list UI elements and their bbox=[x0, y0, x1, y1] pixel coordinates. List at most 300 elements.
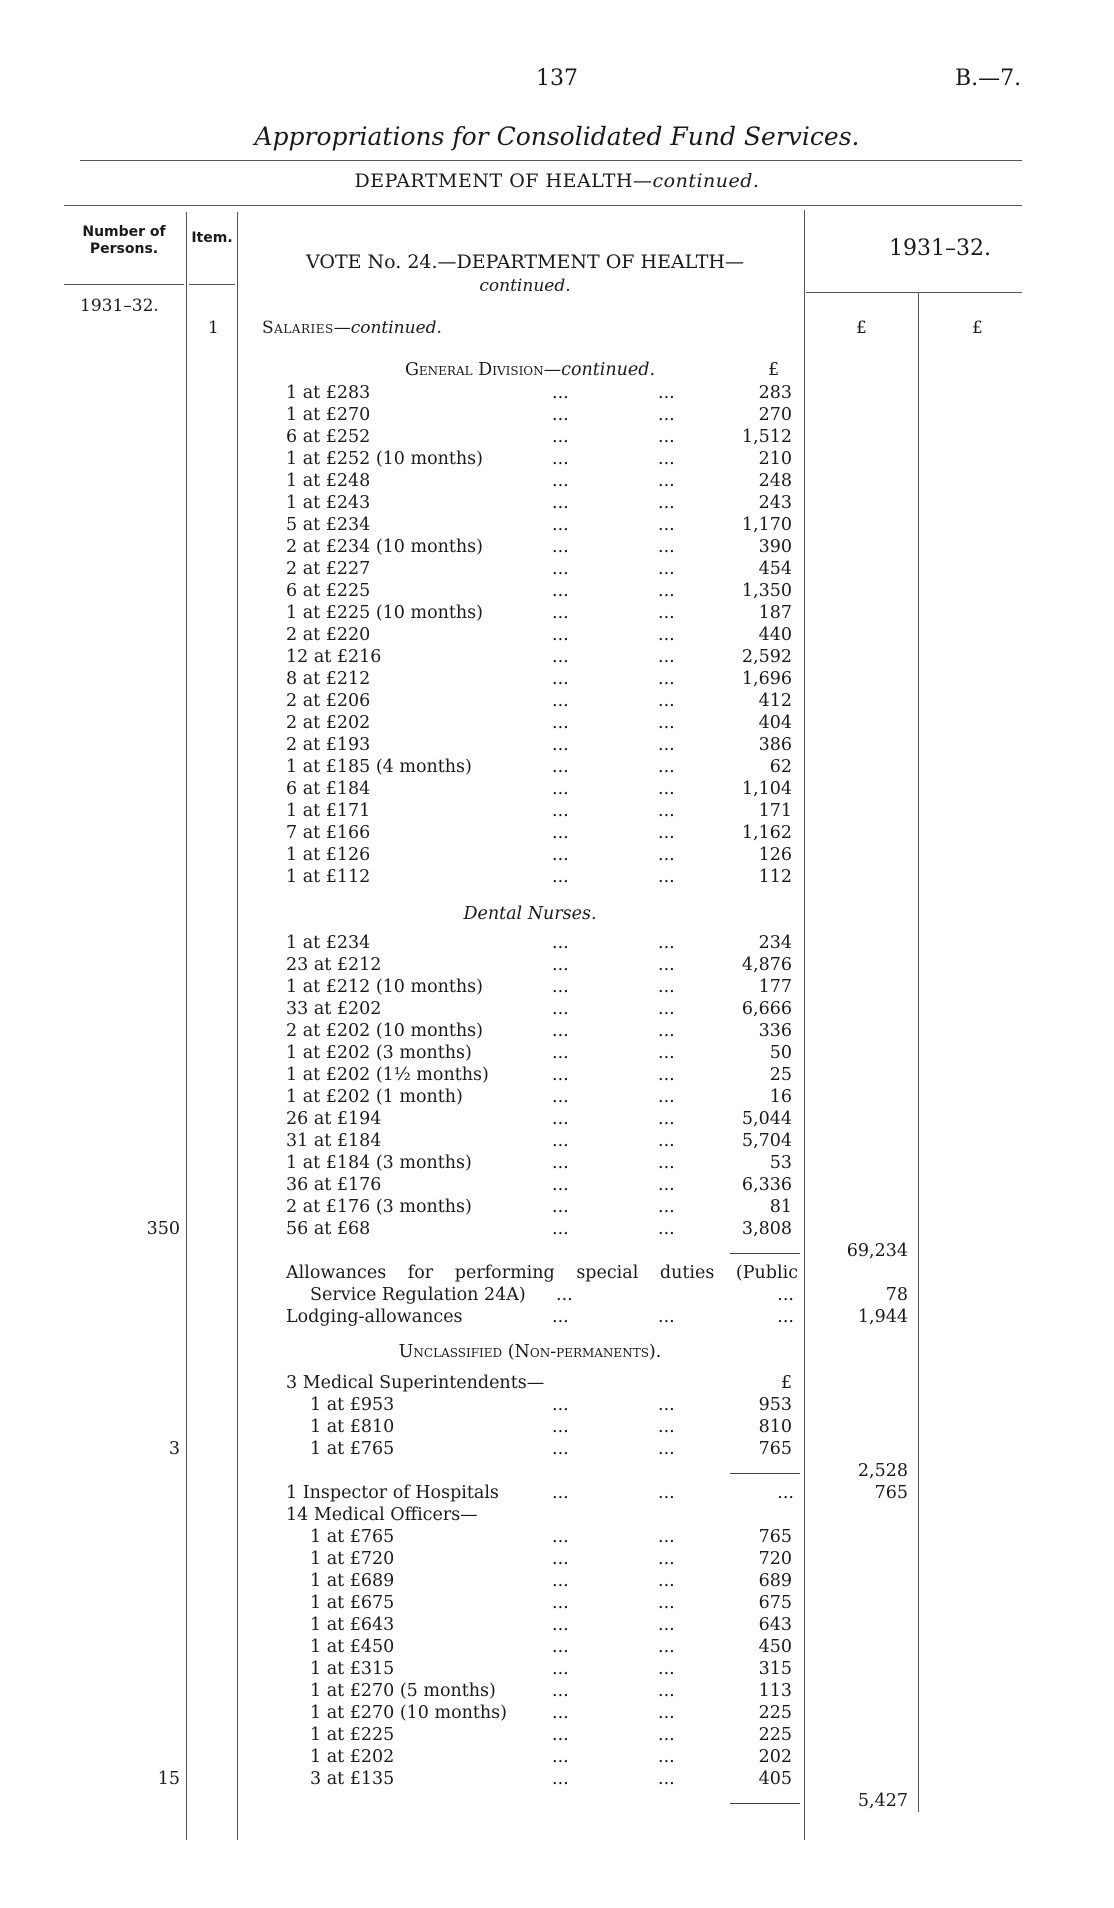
dental-nurse-row bbox=[0, 1130, 1114, 1152]
dots: ... bbox=[658, 779, 675, 799]
dots: ... bbox=[552, 1109, 569, 1129]
dots: ... bbox=[658, 1153, 675, 1173]
superintendents-persons: 3 bbox=[168, 1439, 180, 1459]
dots: ... bbox=[552, 1571, 569, 1591]
general-division-continued: —continued. bbox=[543, 360, 656, 380]
general-division-row bbox=[0, 426, 1114, 448]
entry-description: 33 at £202 bbox=[286, 999, 382, 1019]
rule-item-head bbox=[189, 284, 235, 285]
entry-description: 2 at £202 (10 months) bbox=[286, 1021, 483, 1041]
entry-amount: 243 bbox=[758, 493, 792, 513]
entry-description: 1 at £643 bbox=[310, 1615, 395, 1635]
vote-continued: continued. bbox=[479, 276, 571, 296]
dental-nurse-row bbox=[0, 1020, 1114, 1042]
entry-amount: 1,350 bbox=[741, 581, 792, 601]
dots: ... bbox=[552, 1043, 569, 1063]
general-division-row bbox=[0, 690, 1114, 712]
entry-description: 1 at £810 bbox=[310, 1417, 395, 1437]
entry-description: 2 at £202 bbox=[286, 713, 371, 733]
dots: ... bbox=[658, 625, 675, 645]
dots: ... bbox=[658, 1571, 675, 1591]
dental-nurse-row bbox=[0, 1064, 1114, 1086]
dots: ... bbox=[658, 647, 675, 667]
vote-heading bbox=[245, 250, 805, 298]
dots: ... bbox=[658, 1681, 675, 1701]
dots: ... bbox=[658, 801, 675, 821]
allowances-line1: Allowances for performing special duties (Public bbox=[286, 1263, 798, 1283]
entry-amount: 390 bbox=[758, 537, 792, 557]
dots: ... bbox=[658, 1659, 675, 1679]
medical-officer-row bbox=[0, 1614, 1114, 1636]
dots: ... bbox=[658, 515, 675, 535]
dots: ... bbox=[658, 1175, 675, 1195]
dots: ... bbox=[552, 1021, 569, 1041]
department-heading bbox=[0, 170, 1114, 192]
lodging-label: Lodging-allowances bbox=[286, 1307, 463, 1327]
dots: ... bbox=[777, 1483, 794, 1503]
entry-description: 1 at £953 bbox=[310, 1395, 395, 1415]
entry-amount: 113 bbox=[758, 1681, 792, 1701]
dots: ... bbox=[658, 1725, 675, 1745]
dental-nurse-row bbox=[0, 1042, 1114, 1064]
officers-total-row bbox=[0, 1790, 1114, 1812]
dots: ... bbox=[552, 1659, 569, 1679]
dots: ... bbox=[658, 713, 675, 733]
entry-amount: 248 bbox=[758, 471, 792, 491]
medical-officer-row bbox=[0, 1548, 1114, 1570]
dots: ... bbox=[658, 999, 675, 1019]
medical-officer-row bbox=[0, 1702, 1114, 1724]
entry-description: 1 at £675 bbox=[310, 1593, 395, 1613]
dots: ... bbox=[552, 823, 569, 843]
general-division-row bbox=[0, 558, 1114, 580]
entry-amount: 62 bbox=[769, 757, 792, 777]
entry-description: 1 at £270 (10 months) bbox=[310, 1703, 507, 1723]
entry-description: 1 at £270 (5 months) bbox=[310, 1681, 496, 1701]
general-division-row bbox=[0, 668, 1114, 690]
page-number: 137 bbox=[536, 66, 578, 91]
dots: ... bbox=[658, 1417, 675, 1437]
dots: ... bbox=[552, 537, 569, 557]
entry-amount: 283 bbox=[758, 383, 792, 403]
dots: ... bbox=[552, 1417, 569, 1437]
general-division-row bbox=[0, 756, 1114, 778]
dots: ... bbox=[552, 559, 569, 579]
entry-amount: 5,044 bbox=[741, 1109, 792, 1129]
dots: ... bbox=[658, 537, 675, 557]
entry-description: 1 at £126 bbox=[286, 845, 371, 865]
dots: ... bbox=[552, 1637, 569, 1657]
dots: ... bbox=[552, 1549, 569, 1569]
allowances-row bbox=[0, 1284, 1114, 1306]
dots: ... bbox=[658, 1219, 675, 1239]
dots: ... bbox=[552, 669, 569, 689]
entry-amount: 386 bbox=[758, 735, 792, 755]
general-pound-sign: £ bbox=[768, 360, 780, 380]
department-continued: —continued. bbox=[633, 170, 760, 192]
year-header: 1931–32. bbox=[889, 236, 991, 261]
entry-amount: 1,162 bbox=[741, 823, 792, 843]
entry-description: 1 at £202 (1½ months) bbox=[286, 1065, 489, 1085]
dots: ... bbox=[552, 1681, 569, 1701]
entry-amount: 225 bbox=[758, 1725, 792, 1745]
officers-heading-row bbox=[0, 1504, 1114, 1526]
entry-description: 2 at £227 bbox=[286, 559, 371, 579]
dots: ... bbox=[552, 845, 569, 865]
entry-amount: 810 bbox=[758, 1417, 792, 1437]
dots: ... bbox=[552, 735, 569, 755]
entry-description: 1 at £248 bbox=[286, 471, 371, 491]
dots: ... bbox=[552, 427, 569, 447]
entry-description: 1 at £234 bbox=[286, 933, 371, 953]
dots: ... bbox=[658, 757, 675, 777]
dots: ... bbox=[658, 1483, 675, 1503]
dots: ... bbox=[658, 977, 675, 997]
medical-officer-row bbox=[0, 1570, 1114, 1592]
rule-top bbox=[80, 160, 1022, 161]
dental-persons: 350 bbox=[146, 1219, 180, 1239]
entry-amount: 1,696 bbox=[741, 669, 792, 689]
dots: ... bbox=[658, 1439, 675, 1459]
entry-description: 1 at £202 (3 months) bbox=[286, 1043, 472, 1063]
dots: ... bbox=[658, 471, 675, 491]
entry-description: 3 at £135 bbox=[310, 1769, 395, 1789]
dots: ... bbox=[552, 515, 569, 535]
dots: ... bbox=[777, 1307, 794, 1327]
dental-persons-row bbox=[0, 1218, 1114, 1240]
dental-total-row bbox=[0, 1240, 1114, 1262]
entry-description: 2 at £220 bbox=[286, 625, 371, 645]
dental-nurse-row bbox=[0, 954, 1114, 976]
entry-amount: 25 bbox=[769, 1065, 792, 1085]
entry-amount: 126 bbox=[758, 845, 792, 865]
officers-persons-row bbox=[0, 1768, 1114, 1790]
entry-amount: 412 bbox=[758, 691, 792, 711]
dots: ... bbox=[658, 493, 675, 513]
entry-description: 2 at £234 (10 months) bbox=[286, 537, 483, 557]
salaries-continued: —continued. bbox=[333, 318, 442, 338]
entry-amount: 315 bbox=[758, 1659, 792, 1679]
dots: ... bbox=[552, 647, 569, 667]
superintendents-total-row bbox=[0, 1460, 1114, 1482]
entry-description: 1 at £202 bbox=[310, 1747, 395, 1767]
unclassified-label: Unclassified bbox=[398, 1342, 503, 1362]
general-division-row bbox=[0, 470, 1114, 492]
officers-label: 14 Medical Officers— bbox=[286, 1505, 478, 1525]
salaries-label: Salaries bbox=[262, 318, 334, 338]
medical-officer-row bbox=[0, 1658, 1114, 1680]
entry-description: 1 at £270 bbox=[286, 405, 371, 425]
entry-description: 36 at £176 bbox=[286, 1175, 382, 1195]
superintendents-heading-row bbox=[0, 1372, 1114, 1394]
entry-description: 6 at £225 bbox=[286, 581, 371, 601]
dots: ... bbox=[658, 669, 675, 689]
entry-amount: 171 bbox=[758, 801, 792, 821]
dots: ... bbox=[658, 1131, 675, 1151]
dental-total: 69,234 bbox=[846, 1241, 908, 1261]
medical-officer-row bbox=[0, 1526, 1114, 1548]
dots: ... bbox=[658, 383, 675, 403]
dental-nurse-row bbox=[0, 1108, 1114, 1130]
entry-amount: 4,876 bbox=[741, 955, 792, 975]
entry-amount: 720 bbox=[758, 1549, 792, 1569]
dental-nurse-row bbox=[0, 1196, 1114, 1218]
dots: ... bbox=[552, 1197, 569, 1217]
entry-amount: 202 bbox=[758, 1747, 792, 1767]
entry-amount: 1,512 bbox=[741, 427, 792, 447]
entry-amount: 765 bbox=[758, 1439, 792, 1459]
general-division-label: General Division bbox=[404, 360, 544, 380]
entry-amount: 187 bbox=[758, 603, 792, 623]
entry-amount: 454 bbox=[758, 559, 792, 579]
entry-amount: 405 bbox=[758, 1769, 792, 1789]
dots: ... bbox=[552, 713, 569, 733]
dots: ... bbox=[552, 1747, 569, 1767]
dots: ... bbox=[552, 691, 569, 711]
superintendents-total: 2,528 bbox=[857, 1461, 908, 1481]
dots: ... bbox=[552, 1395, 569, 1415]
dots: ... bbox=[552, 757, 569, 777]
entry-description: 6 at £184 bbox=[286, 779, 371, 799]
dots: ... bbox=[658, 1065, 675, 1085]
dots: ... bbox=[658, 1637, 675, 1657]
dots: ... bbox=[552, 405, 569, 425]
dots: ... bbox=[552, 1593, 569, 1613]
dots: ... bbox=[552, 449, 569, 469]
entry-amount: 440 bbox=[758, 625, 792, 645]
entry-description: 1 at £184 (3 months) bbox=[286, 1153, 472, 1173]
dental-nurse-row bbox=[0, 998, 1114, 1020]
dots: ... bbox=[658, 1043, 675, 1063]
dots: ... bbox=[658, 1703, 675, 1723]
dots: ... bbox=[552, 1065, 569, 1085]
dots: ... bbox=[552, 867, 569, 887]
entry-amount: 270 bbox=[758, 405, 792, 425]
dots: ... bbox=[658, 405, 675, 425]
general-division-row bbox=[0, 580, 1114, 602]
superintendents-label: 3 Medical Superintendents— bbox=[286, 1373, 545, 1393]
entry-amount: 675 bbox=[758, 1593, 792, 1613]
dots: ... bbox=[552, 1769, 569, 1789]
entry-amount: 1,170 bbox=[741, 515, 792, 535]
general-division-row bbox=[0, 866, 1114, 888]
entry-description: 1 at £185 (4 months) bbox=[286, 757, 472, 777]
rule-header bbox=[64, 205, 1022, 206]
entry-description: 1 at £765 bbox=[310, 1439, 395, 1459]
item-header: Item. bbox=[191, 230, 233, 246]
officers-persons: 15 bbox=[157, 1769, 180, 1789]
entry-amount: 16 bbox=[769, 1087, 792, 1107]
dots: ... bbox=[658, 955, 675, 975]
unclassified-pound-sign: £ bbox=[780, 1373, 792, 1393]
dots: ... bbox=[552, 1703, 569, 1723]
superintendent-row bbox=[0, 1394, 1114, 1416]
dots: ... bbox=[552, 1153, 569, 1173]
general-division-row bbox=[0, 778, 1114, 800]
dots: ... bbox=[658, 867, 675, 887]
entry-description: 1 at £225 bbox=[310, 1725, 395, 1745]
pound-sign-detail: £ bbox=[856, 318, 867, 338]
entry-amount: 2,592 bbox=[741, 647, 792, 667]
entry-description: 31 at £184 bbox=[286, 1131, 382, 1151]
general-division-row bbox=[0, 822, 1114, 844]
entry-amount: 1,104 bbox=[741, 779, 792, 799]
dental-nurse-row bbox=[0, 1174, 1114, 1196]
dental-nurse-row bbox=[0, 1152, 1114, 1174]
number-of-persons-header: Number of Persons. bbox=[82, 224, 166, 257]
entry-amount: 210 bbox=[758, 449, 792, 469]
dots: ... bbox=[552, 1175, 569, 1195]
entry-amount: 765 bbox=[758, 1527, 792, 1547]
dots: ... bbox=[658, 845, 675, 865]
page-title: Appropriations for Consolidated Fund Services. bbox=[254, 122, 860, 151]
dots: ... bbox=[552, 603, 569, 623]
officers-total: 5,427 bbox=[857, 1791, 908, 1811]
dots: ... bbox=[552, 801, 569, 821]
entry-description: 1 at £202 (1 month) bbox=[286, 1087, 463, 1107]
entry-description: 56 at £68 bbox=[286, 1219, 371, 1239]
general-division-row bbox=[0, 624, 1114, 646]
entry-description: 2 at £193 bbox=[286, 735, 371, 755]
inspector-amount: 765 bbox=[874, 1483, 908, 1503]
entry-amount: 234 bbox=[758, 933, 792, 953]
general-division-row bbox=[0, 800, 1114, 822]
dots: ... bbox=[658, 1109, 675, 1129]
dots: ... bbox=[658, 603, 675, 623]
entry-description: 1 at £765 bbox=[310, 1527, 395, 1547]
dots: ... bbox=[552, 1615, 569, 1635]
entry-description: 1 at £689 bbox=[310, 1571, 395, 1591]
dots: ... bbox=[658, 559, 675, 579]
entry-description: 23 at £212 bbox=[286, 955, 382, 975]
entry-amount: 643 bbox=[758, 1615, 792, 1635]
unclassified-heading bbox=[260, 1342, 800, 1362]
pound-sign-total: £ bbox=[972, 318, 983, 338]
entry-amount: 53 bbox=[769, 1153, 792, 1173]
superintendent-row bbox=[0, 1416, 1114, 1438]
general-division-heading bbox=[260, 360, 800, 380]
general-division-row bbox=[0, 448, 1114, 470]
general-division-row bbox=[0, 712, 1114, 734]
entry-amount: 6,666 bbox=[741, 999, 792, 1019]
lodging-amount: 1,944 bbox=[857, 1307, 908, 1327]
dots: ... bbox=[552, 1087, 569, 1107]
dots: ... bbox=[658, 933, 675, 953]
general-division-row bbox=[0, 492, 1114, 514]
general-division-row bbox=[0, 602, 1114, 624]
entry-amount: 81 bbox=[769, 1197, 792, 1217]
general-division-row bbox=[0, 734, 1114, 756]
entry-amount: 689 bbox=[758, 1571, 792, 1591]
salaries-heading bbox=[262, 318, 442, 338]
dots: ... bbox=[658, 1307, 675, 1327]
dots: ... bbox=[658, 1021, 675, 1041]
entry-description: 1 at £315 bbox=[310, 1659, 395, 1679]
entry-description: 1 at £252 (10 months) bbox=[286, 449, 483, 469]
dots: ... bbox=[658, 691, 675, 711]
dots: ... bbox=[556, 1285, 573, 1305]
dots: ... bbox=[552, 1219, 569, 1239]
entry-description: 5 at £234 bbox=[286, 515, 371, 535]
dots: ... bbox=[658, 427, 675, 447]
general-division-row bbox=[0, 646, 1114, 668]
dots: ... bbox=[658, 1527, 675, 1547]
dots: ... bbox=[552, 471, 569, 491]
entry-description: 1 at £212 (10 months) bbox=[286, 977, 483, 997]
entry-description: 1 at £112 bbox=[286, 867, 371, 887]
dots: ... bbox=[552, 625, 569, 645]
entry-amount: 225 bbox=[758, 1703, 792, 1723]
inspector-label: 1 Inspector of Hospitals bbox=[286, 1483, 499, 1503]
entry-description: 12 at £216 bbox=[286, 647, 382, 667]
dental-nurses-heading: Dental Nurses. bbox=[463, 904, 597, 924]
dots: ... bbox=[658, 1395, 675, 1415]
rule-year-head bbox=[806, 292, 1022, 293]
dental-nurse-row bbox=[0, 976, 1114, 998]
dots: ... bbox=[658, 1593, 675, 1613]
dots: ... bbox=[552, 955, 569, 975]
vote-title: VOTE No. 24.—DEPARTMENT OF HEALTH— bbox=[305, 251, 744, 273]
medical-officer-row bbox=[0, 1680, 1114, 1702]
allowances-line2: Service Regulation 24A) bbox=[310, 1285, 526, 1305]
entry-amount: 953 bbox=[758, 1395, 792, 1415]
entry-description: 1 at £720 bbox=[310, 1549, 395, 1569]
medical-officer-row bbox=[0, 1746, 1114, 1768]
dots: ... bbox=[658, 1769, 675, 1789]
entry-description: 1 at £283 bbox=[286, 383, 371, 403]
general-division-row bbox=[0, 844, 1114, 866]
medical-officer-row bbox=[0, 1724, 1114, 1746]
inspector-row bbox=[0, 1482, 1114, 1504]
dots: ... bbox=[552, 999, 569, 1019]
entry-description: 1 at £225 (10 months) bbox=[286, 603, 483, 623]
page-code: B.—7. bbox=[955, 66, 1022, 91]
dots: ... bbox=[552, 493, 569, 513]
dots: ... bbox=[552, 1131, 569, 1151]
dental-nurse-row bbox=[0, 1086, 1114, 1108]
entry-amount: 50 bbox=[769, 1043, 792, 1063]
entry-description: 7 at £166 bbox=[286, 823, 371, 843]
item-number: 1 bbox=[208, 318, 219, 338]
dots: ... bbox=[777, 1285, 794, 1305]
entry-amount: 3,808 bbox=[741, 1219, 792, 1239]
entry-description: 1 at £243 bbox=[286, 493, 371, 513]
general-division-row bbox=[0, 382, 1114, 404]
general-division-row bbox=[0, 404, 1114, 426]
dots: ... bbox=[552, 1725, 569, 1745]
medical-officer-row bbox=[0, 1636, 1114, 1658]
entry-amount: 450 bbox=[758, 1637, 792, 1657]
dots: ... bbox=[658, 1747, 675, 1767]
entry-description: 2 at £176 (3 months) bbox=[286, 1197, 472, 1217]
dots: ... bbox=[552, 1439, 569, 1459]
dots: ... bbox=[658, 735, 675, 755]
dots: ... bbox=[552, 1527, 569, 1547]
dots: ... bbox=[552, 933, 569, 953]
entry-amount: 177 bbox=[758, 977, 792, 997]
general-division-row bbox=[0, 514, 1114, 536]
dots: ... bbox=[658, 581, 675, 601]
persons-year: 1931–32. bbox=[80, 296, 159, 316]
unclassified-label-rest: (Non-permanents). bbox=[502, 1342, 662, 1362]
department-name: DEPARTMENT OF HEALTH bbox=[354, 170, 633, 192]
entry-description: 8 at £212 bbox=[286, 669, 371, 689]
general-division-row bbox=[0, 536, 1114, 558]
allowances-amount: 78 bbox=[885, 1285, 908, 1305]
dots: ... bbox=[552, 779, 569, 799]
medical-officer-row bbox=[0, 1592, 1114, 1614]
entry-amount: 336 bbox=[758, 1021, 792, 1041]
